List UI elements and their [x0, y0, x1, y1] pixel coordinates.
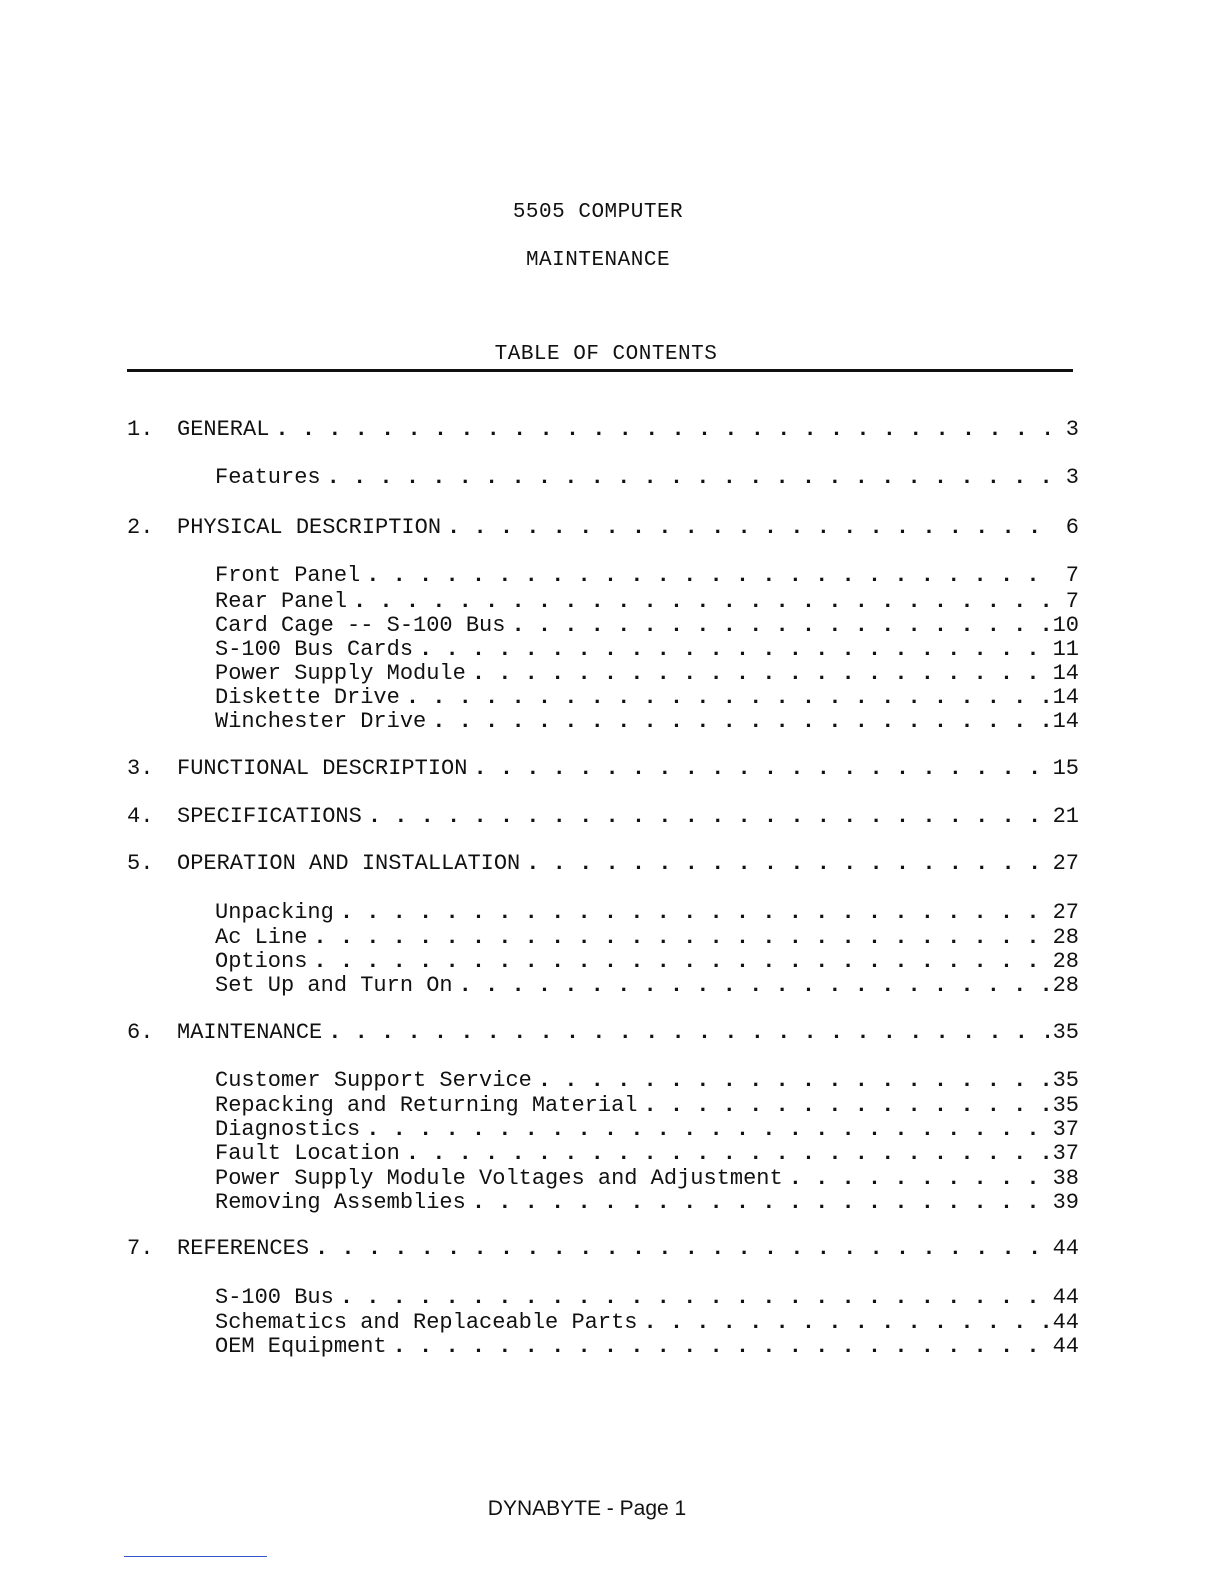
- toc-dot-leader: [393, 1334, 1049, 1360]
- toc-subsection-entry: [127, 1190, 1079, 1216]
- toc-page-number: 39: [1052, 1190, 1079, 1215]
- toc-dot-leader: [472, 1190, 1049, 1216]
- margin-link-line: [124, 1556, 267, 1557]
- toc-entry-label: FUNCTIONAL DESCRIPTION: [177, 756, 468, 781]
- toc-page-number: 7: [1065, 563, 1079, 588]
- toc-entry-label: OEM Equipment: [215, 1334, 387, 1359]
- toc-dot-leader: [353, 589, 1049, 615]
- toc-dot-leader: [327, 465, 1049, 491]
- toc-subsection-entry: [127, 661, 1079, 687]
- toc-page-number: 37: [1052, 1141, 1079, 1166]
- toc-entry-label: Diagnostics: [215, 1117, 361, 1142]
- toc-heading: TABLE OF CONTENTS: [494, 343, 718, 366]
- toc-section-entry: [127, 515, 1079, 541]
- toc-dot-leader: [366, 1117, 1049, 1143]
- toc-dot-leader: [340, 1285, 1049, 1311]
- toc-entry-label: Winchester Drive: [215, 709, 427, 734]
- toc-entry-label: Options: [215, 949, 308, 974]
- document-title: 5505 COMPUTER: [512, 201, 684, 224]
- document-subtitle: MAINTENANCE: [525, 249, 671, 272]
- toc-page-number: 44: [1052, 1334, 1079, 1359]
- toc-page-number: 27: [1052, 851, 1079, 876]
- toc-dot-leader: [406, 1141, 1049, 1167]
- toc-section-number: 1.: [127, 417, 154, 442]
- toc-page-number: 35: [1052, 1068, 1079, 1093]
- toc-entry-label: SPECIFICATIONS: [177, 804, 362, 829]
- toc-page-number: 35: [1052, 1020, 1079, 1045]
- toc-section-number: 3.: [127, 756, 154, 781]
- toc-page-number: 7: [1065, 589, 1079, 614]
- toc-entry-label: Unpacking: [215, 900, 334, 925]
- toc-entry-label: Power Supply Module: [215, 661, 466, 686]
- toc-subsection-entry: [127, 637, 1079, 663]
- toc-page-number: 28: [1052, 973, 1079, 998]
- toc-entry-label: PHYSICAL DESCRIPTION: [177, 515, 442, 540]
- toc-section-entry: [127, 417, 1079, 443]
- toc-page-number: 11: [1052, 637, 1079, 662]
- toc-section-entry: [127, 804, 1079, 830]
- toc-subsection-entry: [127, 1117, 1079, 1143]
- toc-entry-label: MAINTENANCE: [177, 1020, 323, 1045]
- toc-entry-label: Set Up and Turn On: [215, 973, 453, 998]
- toc-dot-leader: [643, 1310, 1049, 1336]
- toc-page-number: 44: [1052, 1285, 1079, 1310]
- toc-entry-label: Schematics and Replaceable Parts: [215, 1310, 638, 1335]
- toc-dot-leader: [526, 851, 1049, 877]
- toc-entry-label: OPERATION AND INSTALLATION: [177, 851, 521, 876]
- toc-entry-label: Rear Panel: [215, 589, 348, 614]
- toc-subsection-entry: [127, 685, 1079, 711]
- toc-page-number: 14: [1052, 709, 1079, 734]
- toc-subsection-entry: [127, 709, 1079, 735]
- toc-dot-leader: [419, 637, 1049, 663]
- toc-heading-rule: [127, 369, 1073, 372]
- toc-page-number: 14: [1052, 661, 1079, 686]
- toc-subsection-entry: [127, 925, 1079, 951]
- toc-entry-label: Fault Location: [215, 1141, 400, 1166]
- toc-section-number: 5.: [127, 851, 154, 876]
- toc-entry-label: S-100 Bus Cards: [215, 637, 414, 662]
- toc-subsection-entry: [127, 1068, 1079, 1094]
- toc-page-number: 28: [1052, 949, 1079, 974]
- toc-dot-leader: [538, 1068, 1049, 1094]
- toc-page-number: 21: [1052, 804, 1079, 829]
- toc-dot-leader: [313, 925, 1049, 951]
- toc-page-number: 35: [1052, 1093, 1079, 1118]
- toc-section-entry: [127, 1020, 1079, 1046]
- toc-subsection-entry: [127, 1334, 1079, 1360]
- toc-dot-leader: [406, 685, 1049, 711]
- toc-page-number: 14: [1052, 685, 1079, 710]
- toc-subsection-entry: [127, 973, 1079, 999]
- toc-subsection-entry: [127, 900, 1079, 926]
- toc-subsection-entry: [127, 949, 1079, 975]
- toc-section-entry: [127, 851, 1079, 877]
- toc-dot-leader: [315, 1236, 1049, 1262]
- toc-page-number: 38: [1052, 1166, 1079, 1191]
- toc-entry-label: Card Cage -- S-100 Bus: [215, 613, 506, 638]
- toc-entry-label: Repacking and Returning Material: [215, 1093, 638, 1118]
- toc-page-number: 44: [1052, 1310, 1079, 1335]
- toc-page-number: 3: [1065, 465, 1079, 490]
- toc-dot-leader: [511, 613, 1049, 639]
- toc-subsection-entry: [127, 465, 1079, 491]
- toc-subsection-entry: [127, 613, 1079, 639]
- toc-subsection-entry: [127, 563, 1079, 589]
- toc-subsection-entry: [127, 1141, 1079, 1167]
- toc-section-number: 7.: [127, 1236, 154, 1261]
- toc-section-entry: [127, 1236, 1079, 1262]
- toc-entry-label: REFERENCES: [177, 1236, 310, 1261]
- toc-entry-label: Customer Support Service: [215, 1068, 532, 1093]
- toc-dot-leader: [459, 973, 1049, 999]
- toc-entry-label: S-100 Bus: [215, 1285, 334, 1310]
- toc-page-number: 6: [1065, 515, 1079, 540]
- toc-section-entry: [127, 756, 1079, 782]
- toc-entry-label: Ac Line: [215, 925, 308, 950]
- toc-page-number: 15: [1052, 756, 1079, 781]
- toc-dot-leader: [340, 900, 1049, 926]
- toc-subsection-entry: [127, 1285, 1079, 1311]
- toc-entry-label: Power Supply Module Voltages and Adjustment: [215, 1166, 783, 1191]
- toc-entry-label: Features: [215, 465, 321, 490]
- toc-dot-leader: [328, 1020, 1049, 1046]
- toc-entry-label: Front Panel: [215, 563, 361, 588]
- toc-dot-leader: [432, 709, 1049, 735]
- toc-dot-leader: [313, 949, 1049, 975]
- toc-page-number: 37: [1052, 1117, 1079, 1142]
- toc-dot-leader: [473, 756, 1049, 782]
- toc-dot-leader: [472, 661, 1049, 687]
- toc-page-number: 27: [1052, 900, 1079, 925]
- toc-entry-label: Removing Assemblies: [215, 1190, 466, 1215]
- toc-entry-label: GENERAL: [177, 417, 270, 442]
- toc-dot-leader: [275, 417, 1049, 443]
- toc-dot-leader: [366, 563, 1049, 589]
- page-footer: DYNABYTE - Page 1: [487, 1497, 687, 1520]
- toc-subsection-entry: [127, 1093, 1079, 1119]
- toc-entry-label: Diskette Drive: [215, 685, 400, 710]
- toc-dot-leader: [643, 1093, 1049, 1119]
- toc-subsection-entry: [127, 589, 1079, 615]
- toc-section-number: 4.: [127, 804, 154, 829]
- toc-subsection-entry: [127, 1310, 1079, 1336]
- toc-dot-leader: [789, 1166, 1049, 1192]
- toc-section-number: 6.: [127, 1020, 154, 1045]
- toc-subsection-entry: [127, 1166, 1079, 1192]
- toc-dot-leader: [368, 804, 1049, 830]
- toc-page-number: 28: [1052, 925, 1079, 950]
- toc-dot-leader: [447, 515, 1049, 541]
- toc-page-number: 44: [1052, 1236, 1079, 1261]
- toc-section-number: 2.: [127, 515, 154, 540]
- toc-page-number: 3: [1065, 417, 1079, 442]
- toc-page-number: 10: [1052, 613, 1079, 638]
